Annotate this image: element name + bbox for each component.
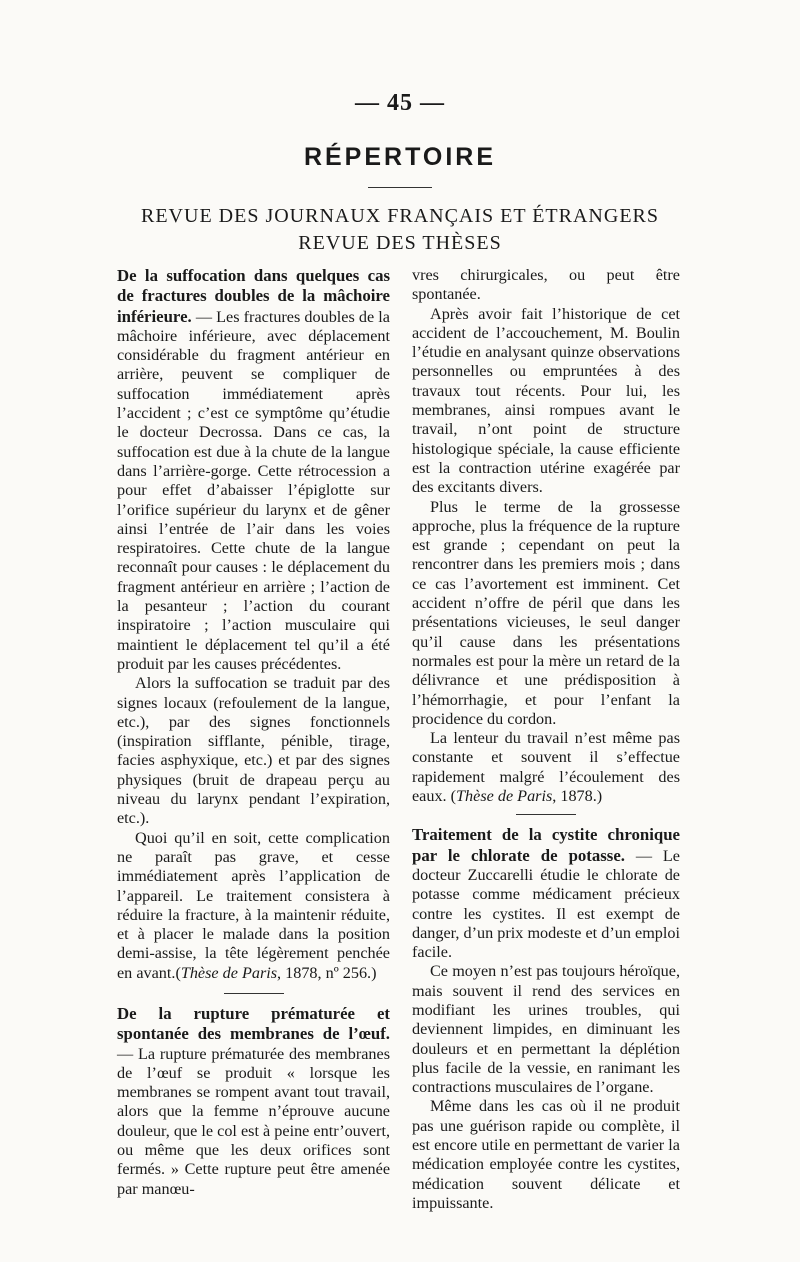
article-divider xyxy=(516,814,576,815)
source-open: ( xyxy=(446,787,457,806)
source-thesis-name: Thèse de Paris xyxy=(456,787,553,806)
right-column xyxy=(412,266,680,1213)
left-column xyxy=(117,266,390,1199)
article-cystite-p3: Même dans les cas où il ne produit pas une guérison rapide ou complète, il est encore utile en permettant de varier la médication employée contre les cystites, médication souvent délicate et impuissante. xyxy=(412,1097,680,1212)
section-heading-journals: REVUE DES JOURNAUX FRANÇAIS ET ÉTRANGERS xyxy=(141,205,659,227)
page-number: — 45 — xyxy=(355,90,445,116)
article-cystite-p2: Ce moyen n’est pas toujours héroïque, mais souvent il rend des services en modifiant les urines troubles, qui deviennent limpides, en diminuant les douleurs et en permettant la déplétion plus facile de la vessie, en ranimant les contractions musculaires de l’organe. xyxy=(412,962,680,1097)
article-cystite-intro xyxy=(412,825,680,962)
article-suffocation-p3-wrap xyxy=(117,829,390,983)
page-title: RÉPERTOIRE xyxy=(303,143,497,171)
article-suffocation-p2: Alors la suffocation se traduit par des signes locaux (refoulement de la langue, etc.), par des signes fonctionnels (inspiration sifflante, pénible, tirage, facies asphyxique, etc.) et par des signes physiques (bruit de drapeau perçu au niveau du larynx pendant l’expiration, etc.). xyxy=(117,674,390,828)
article-title-suffocation: De la suffocation dans quelques cas de fractures doubles de la mâchoire inférieure. xyxy=(117,266,390,326)
article-rupture-p2: Après avoir fait l’historique de cet accident de l’accouchement, M. Boulin l’étudie en analysant quinze observations personnelles ou empruntées à des travaux tout récents. Pour lui, les membranes, ainsi rompues avant le travail, n’ont point de structure histologique spéciale, la cause efficiente est la contraction utérine exagérée par des excitants divers. xyxy=(412,304,680,497)
article-title-cystite: Traitement de la cystite chronique par le chlorate de potasse. xyxy=(412,825,680,865)
source-open: ( xyxy=(175,963,181,982)
source-details: , 1878.) xyxy=(552,787,603,806)
article-suffocation-p3: Quoi qu’il en soit, cette complication ne paraît pas grave, et cesse immédiatement après l’application de l’appareil. Le traitement consistera à réduire la fracture, à la maintenir réduite, et à placer le malade dans la position demi-assise, la tête légèrement penchée en avant. xyxy=(117,828,390,982)
article-suffocation-intro xyxy=(117,266,390,674)
article-cystite-p1: — Le docteur Zuccarelli étudie le chlorate de potasse comme médicament précieux contre les cystites. Il est exempt de danger, d’un prix modeste et d’un emploi facile. xyxy=(412,846,680,962)
article-rupture-p4: La lenteur du travail n’est même pas constante et souvent il s’effectue rapidement malgré l’écoulement des eaux. xyxy=(412,729,680,806)
title-divider xyxy=(368,187,432,188)
article-divider xyxy=(224,993,284,994)
article-rupture-p1-right: vres chirurgicales, ou peut être spontanée. xyxy=(412,266,680,304)
source-thesis-name: Thèse de Paris xyxy=(180,963,278,982)
article-suffocation-p1: — Les fractures doubles de la mâchoire inférieure, avec déplacement considérable du fragment antérieur en arrière, peuvent se compliquer de suffocation immédiatement après l’accident ; c’est ce symptôme qu’étudie le docteur Decrossa. Dans ce cas, la suffocation est due à la chute de la langue dans l’arrière-gorge. Cette rétrocession a pour effet d’abaisser l’épiglotte sur l’orifice supérieur du larynx et de gêner ainsi l’entrée de l’air dans les voies respiratoires. Cette chute de la langue reconnaît pour causes : le déplacement du fragment antérieur en arrière ; l’action de la pesanteur ; l’action du courant inspiratoire ; l’action musculaire qui maintient le déplacement tel qu’il a été produit par les causes précédentes. xyxy=(117,307,390,673)
article-rupture-intro xyxy=(117,1004,390,1199)
article-rupture-p1-left: — La rupture prématurée des membranes de l’œuf se produit « lorsque les membranes se rompent avant tout travail, alors que la femme n’éprouve aucune douleur, que le col est à peine entr’ouvert, ou même que les deux orifices sont fermés. » Cette rupture peut être amenée par manœu- xyxy=(117,1044,390,1198)
article-rupture-p3: Plus le terme de la grossesse approche, plus la fréquence de la rupture est grande ; cependant on peut la rencontrer dans les premiers mois ; dans ce cas l’avortement est imminent. Cet accident n’offre de péril que dans les présentations vicieuses, le seul danger qu’il cause dans les présentations normales est pour la mère un retard de la délivrance et une prédisposition à l’hémorrhagie, et pour l’enfant la procidence du cordon. xyxy=(412,497,680,728)
section-heading-theses: REVUE DES THÈSES xyxy=(298,232,502,254)
article-title-rupture: De la rupture prématurée et spontanée des membranes de l’œuf. xyxy=(117,1003,390,1044)
source-details: , 1878, nº 256.) xyxy=(277,963,377,982)
article-rupture-p4-wrap xyxy=(412,729,680,806)
